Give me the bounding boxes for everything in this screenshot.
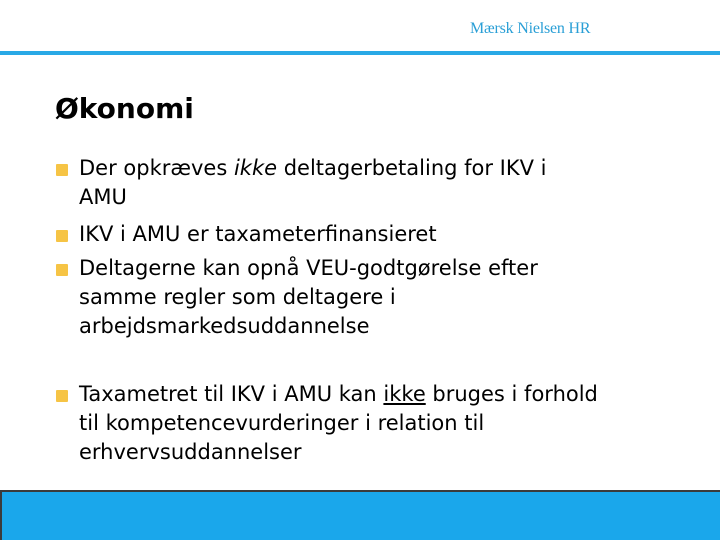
bullet-square-icon [56, 264, 68, 276]
bullet-text: Taxametret til IKV i AMU kan ikke bruges i forhold til kompetencevurderinger i relation til erhvervsuddannelser [79, 382, 598, 464]
brand-name: Mærsk Nielsen HR [470, 20, 591, 37]
bullet-text: Deltagerne kan opnå VEU-godtgørelse efter samme regler som deltagere i arbejdsmarkedsuddannelse [79, 256, 538, 338]
bullet-square-icon [56, 230, 68, 242]
slide-title: Økonomi [55, 92, 194, 125]
bullet-text: Der opkræves ikke deltagerbetaling for IKV i AMU [79, 156, 547, 209]
footer-bar [0, 490, 720, 540]
bullet-square-icon [56, 390, 68, 402]
header-rule [0, 51, 720, 55]
bullet-square-icon [56, 164, 68, 176]
bullet-text: IKV i AMU er taxameterfinansieret [79, 222, 437, 246]
